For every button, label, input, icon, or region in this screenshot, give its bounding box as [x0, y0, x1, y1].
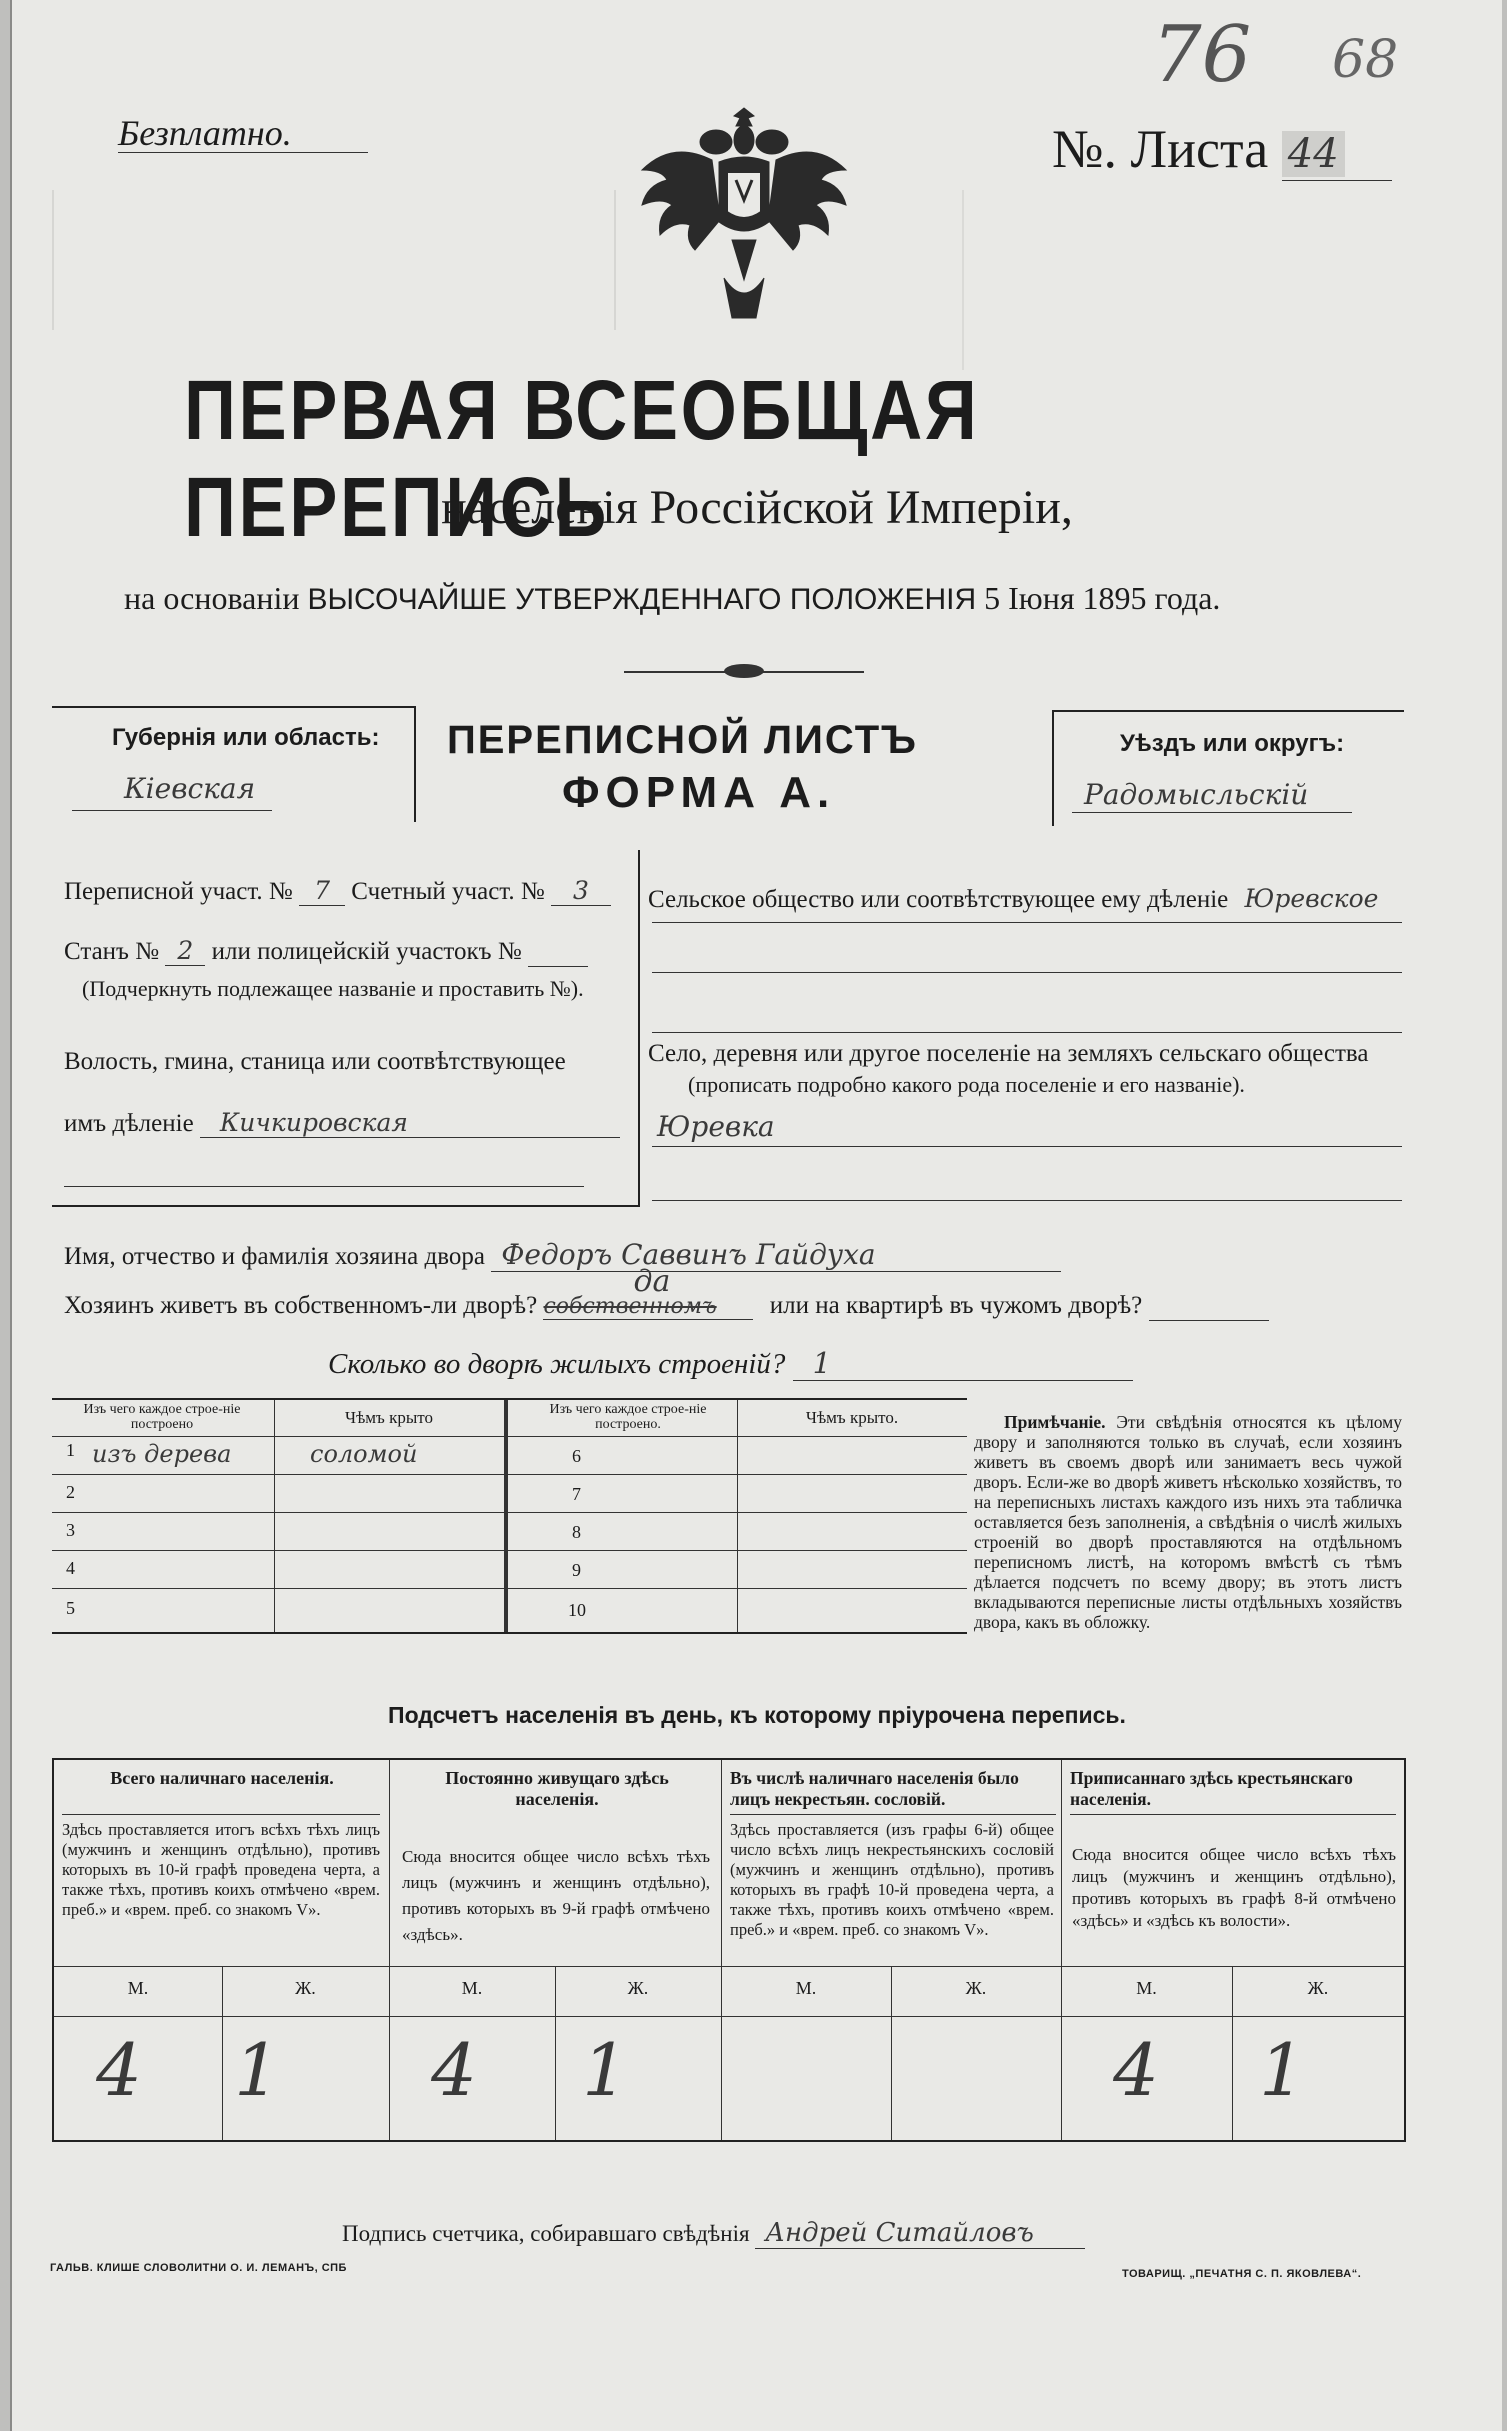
bt-col2-header: Чѣмъ крыто — [345, 1408, 433, 1427]
imperial-eagle-emblem — [624, 100, 864, 335]
sheet-number-value: 44 — [1282, 131, 1345, 177]
guberniya-label: Губернія или область: — [112, 724, 380, 751]
village-note: (прописать подробно какого рода поселеніе и его названіе). — [688, 1072, 1245, 1097]
volost-label-2: имъ дѣленіе — [64, 1110, 194, 1137]
footer-right: ТОВАРИЩ. „ПЕЧАТНЯ С. П. ЯКОВЛЕВА“. — [1122, 2268, 1362, 2280]
population-heading: Подсчетъ населенія въ день, къ которому пріурочена перепись. — [388, 1702, 1126, 1728]
pt-col-1-m-value[interactable]: 4 — [96, 2028, 142, 2112]
archive-number-2: 68 — [1332, 30, 1399, 90]
signature-label: Подпись счетчика, собиравшаго свѣдѣнія — [342, 2221, 750, 2246]
bleed-through-text — [52, 190, 616, 330]
village-line-2 — [652, 1200, 1402, 1201]
buildings-value[interactable]: 1 — [793, 1346, 1133, 1381]
free-label-underline — [118, 152, 368, 153]
pt-col-2-f-value[interactable]: 1 — [582, 2028, 628, 2112]
note-label: Примѣчаніе. — [1004, 1412, 1106, 1432]
buildings-table — [52, 1398, 967, 1634]
pt-col-4-title: Приписаннаго здѣсь крестьянскаго населенія. — [1070, 1768, 1353, 1809]
pt-col-2-m-value[interactable]: 4 — [431, 2028, 477, 2112]
police-label: или полицейскій участокъ № — [211, 938, 522, 965]
buildings-row — [328, 1346, 1133, 1381]
pt-col-1-m-label: М. — [127, 1978, 149, 1998]
note-block — [974, 1412, 1402, 1632]
pt-mf-header-bottom — [54, 2016, 1404, 2017]
bt-col3-header: Изъ чего каждое строе-ніе построено. — [549, 1402, 707, 1432]
pt-col-4-desc: Сюда вносится общее число всѣхъ тѣхъ лицъ (мужчинъ и женщинъ отдѣльно), противъ которыхъ въ графѣ 8-й отмѣчено «здѣсь» и «здѣсь къ волости». — [1072, 1845, 1396, 1930]
pt-col-1-desc: Здѣсь проставляется итогъ всѣхъ тѣхъ лицъ (мужчинъ и женщинъ отдѣльно), противъ которыхъ въ 10-й графѣ проведена черта, а также тѣхъ, противъ коихъ отмѣчено «врем. преб.» и «врем. преб. со знакомъ V». — [62, 1820, 380, 1919]
volost-row — [64, 1108, 620, 1138]
society-label: Сельское общество или соотвѣтствующее ему дѣленіе — [648, 886, 1229, 913]
bt-row-roof[interactable]: соломой — [310, 1440, 418, 1468]
guberniya-value[interactable]: Кіевская — [124, 772, 256, 805]
owner-lives-value[interactable] — [543, 1264, 753, 1320]
subtitle: населенія Россійской Имперіи, — [441, 481, 1073, 534]
bt-row-num: 8 — [572, 1522, 581, 1542]
free-label: Безплатно. — [118, 113, 292, 153]
bt-row-material[interactable]: изъ дерева — [92, 1440, 232, 1468]
pt-col-4-m-value[interactable]: 4 — [1113, 2028, 1159, 2112]
bt-row-num: 6 — [572, 1446, 581, 1466]
stan-value[interactable]: 2 — [165, 936, 205, 966]
count-area-label: Счетный участ. № — [351, 878, 545, 905]
pt-mf-header-top — [54, 1966, 1404, 1967]
uezd-underline — [1072, 812, 1352, 813]
regulation-prefix: на основаніи — [124, 580, 300, 616]
form-subtitle: ФОРМА А. — [562, 768, 836, 817]
pt-col-4-m-label: М. — [1136, 1978, 1157, 1998]
village-label: Село, деревня или другое поселеніе на земляхъ сельскаго общества — [648, 1040, 1369, 1067]
bt-row-num: 3 — [66, 1520, 75, 1540]
buildings-label: Сколько во дворѣ жилыхъ строеній? — [328, 1348, 786, 1380]
regulation-suffix: 5 Іюня 1895 года. — [984, 580, 1221, 616]
society-line-3 — [652, 1032, 1402, 1033]
pt-col-2-f-label: Ж. — [627, 1978, 649, 1998]
sheet-number-underline — [1282, 180, 1392, 181]
pt-col-3-title: Въ числѣ наличнаго населенія было лицъ некрестьян. сословій. — [730, 1768, 1019, 1809]
bt-row-1 — [52, 1436, 504, 1475]
bt-row-num: 7 — [572, 1484, 581, 1504]
bt-row-num: 1 — [66, 1440, 75, 1460]
bt-row-6 — [508, 1436, 967, 1475]
regulation-line — [124, 580, 1220, 617]
pt-col-1-f-label: Ж. — [295, 1978, 316, 1998]
owner-lives-label-2: или на квартирѣ въ чужомъ дворѣ? — [769, 1292, 1143, 1319]
ornament-divider — [624, 668, 864, 676]
society-line-1 — [652, 922, 1402, 923]
bt-row-num: 2 — [66, 1482, 75, 1502]
census-area-label: Переписной участ. № — [64, 878, 293, 905]
pt-col-1-title-line — [62, 1814, 380, 1815]
pt-col-2-desc: Сюда вносится общее число всѣхъ тѣхъ лицъ (мужчинъ и женщинъ отдѣльно), противъ которыхъ въ 9-й графѣ отмѣчено «здѣсь». — [402, 1847, 710, 1944]
pt-col-1-title: Всего наличнаго населенія. — [110, 1768, 334, 1788]
stan-note: (Подчеркнуть подлежащее названіе и проставить №). — [82, 976, 584, 1001]
society-row — [648, 884, 1405, 914]
signature-row — [342, 2218, 1085, 2249]
bt-row-10 — [508, 1588, 967, 1630]
volost-label: Волость, гмина, станица или соотвѣтствующее — [64, 1048, 566, 1075]
archive-number-1: 76 — [1152, 10, 1252, 100]
uezd-label: Уѣздъ или округъ: — [1120, 730, 1345, 757]
bt-row-num: 5 — [66, 1598, 75, 1618]
society-line-2 — [652, 972, 1402, 973]
census-sheet — [10, 0, 1502, 2431]
volost-extra-line — [64, 1186, 584, 1187]
pt-col-3-f-label: Ж. — [965, 1978, 987, 1998]
sheet-number — [1052, 118, 1345, 180]
population-table — [52, 1758, 1406, 2142]
pt-col-2-m-label: М. — [461, 1978, 483, 1998]
bt-row-num: 9 — [572, 1560, 581, 1580]
bt-col1-header: Изъ чего каждое строе-ніе построено — [83, 1402, 241, 1432]
bt-row-8 — [508, 1512, 967, 1551]
stan-row — [64, 936, 588, 967]
owner-name-label: Имя, отчество и фамилія хозяина двора — [64, 1243, 485, 1270]
owner-name-row — [64, 1238, 1061, 1272]
bt-row-2 — [52, 1474, 504, 1513]
bt-row-3 — [52, 1512, 504, 1551]
owner-rent-field[interactable] — [1149, 1292, 1269, 1321]
society-value[interactable]: Юревское — [1244, 884, 1379, 913]
owner-lives-text: собственномъ — [543, 1294, 717, 1319]
bt-row-7 — [508, 1474, 967, 1513]
owner-lives-mark: да — [633, 1264, 671, 1299]
main-title: ПЕРВАЯ ВСЕОБЩАЯ ПЕРЕПИСЬ — [184, 363, 980, 554]
pt-col-4-f-value[interactable]: 1 — [1259, 2028, 1305, 2112]
census-area-value[interactable]: 7 — [299, 876, 345, 906]
count-area-value[interactable]: 3 — [551, 876, 611, 906]
village-value[interactable]: Юревка — [657, 1110, 775, 1143]
guberniya-underline — [72, 810, 272, 811]
bt-row-4 — [52, 1550, 504, 1589]
owner-name-value[interactable]: Федоръ Саввинъ Гайдуха — [491, 1238, 1061, 1272]
stan-label: Станъ № — [64, 938, 160, 965]
owner-lives-row — [64, 1264, 1269, 1321]
owner-lives-label: Хозяинъ живетъ въ собственномъ-ли дворѣ? — [64, 1292, 538, 1319]
bt-row-9 — [508, 1550, 967, 1589]
bt-row-num: 4 — [66, 1558, 75, 1578]
bt-row-num: 10 — [568, 1600, 586, 1620]
volost-value[interactable]: Кичкировская — [200, 1108, 620, 1138]
bleed-through-text-right — [962, 190, 1404, 370]
uezd-value[interactable]: Радомысльскій — [1084, 778, 1309, 811]
regulation-caps: ВЫСОЧАЙШЕ УТВЕРЖДЕННАГО ПОЛОЖЕНІЯ — [307, 583, 977, 616]
bt-col4-header: Чѣмъ крыто. — [805, 1408, 899, 1427]
form-title: ПЕРЕПИСНОЙ ЛИСТЪ — [447, 718, 918, 762]
note-text: Эти свѣдѣнія относятся къ цѣлому двору и заполняются только въ случаѣ, если хозяинъ живетъ въ своемъ дворѣ или занимаетъ весь чужой дворъ. Если-же во дворѣ живетъ нѣсколько хозяйствъ, то на переписныхъ листахъ каждого изъ нихъ эта табличка оставляется безъ заполненія, а свѣдѣнія о числѣ жилыхъ строеній во дворѣ проставляются на отдѣльномъ переписномъ листѣ, на которомъ вмѣстѣ съ тѣмъ дѣлается подсчетъ по всему двору; въ этотъ листъ вкладываются переписные листы отдѣльныхъ хозяйствъ двора, какъ въ обложку. — [974, 1412, 1402, 1632]
sheet-number-label: №. Листа — [1052, 119, 1269, 179]
signature-value[interactable]: Андрей Ситайловъ — [755, 2218, 1085, 2249]
pt-col-1-f-value[interactable]: 1 — [234, 2028, 280, 2112]
pt-col-3-m-label: М. — [795, 1978, 817, 1998]
pt-col-4-f-label: Ж. — [1307, 1978, 1329, 1998]
pt-sep-2 — [721, 1760, 722, 2140]
pt-col-2-title: Постоянно живущаго здѣсь населенія. — [445, 1768, 669, 1809]
pt-col-3-title-line — [730, 1814, 1056, 1815]
footer-left: ГАЛЬВ. КЛИШЕ СЛОВОЛИТНИ О. И. ЛЕМАНЪ, СПБ — [50, 2262, 347, 2274]
village-line-1 — [652, 1146, 1402, 1147]
bt-row-5 — [52, 1588, 504, 1630]
pt-col-3-desc: Здѣсь проставляется (изъ графы 6-й) общее число всѣхъ лицъ некрестьянскихъ сословій (мужчинъ и женщинъ отдѣльно), противъ которыхъ въ графѣ 10-й проведена черта, а также тѣхъ, противъ коихъ отмѣчено «врем. преб.» и «врем. преб. со знакомъ V». — [730, 1820, 1054, 1939]
census-area-row — [64, 876, 611, 906]
pt-col-4-title-line — [1070, 1814, 1396, 1815]
police-value-field[interactable] — [528, 938, 588, 967]
